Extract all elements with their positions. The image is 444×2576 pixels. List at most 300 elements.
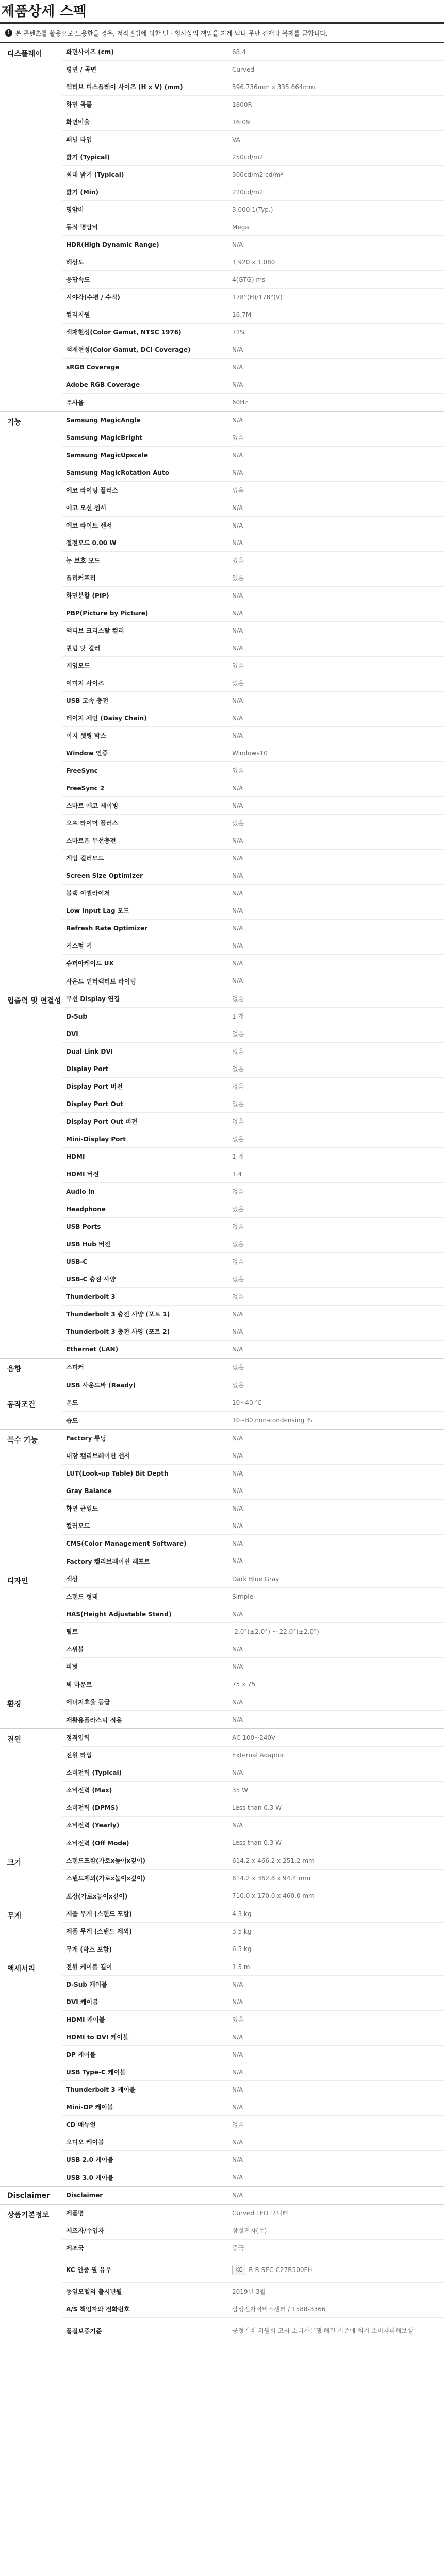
spec-row — [62, 2046, 444, 2063]
spec-rows — [62, 1570, 444, 1693]
spec-label: 최대 밝기 (Typical) — [66, 171, 124, 178]
spec-value-text: N/A — [232, 2138, 243, 2146]
spec-value-text: 710.0 x 170.0 x 460.0 mm — [232, 1892, 315, 1900]
spec-value-text: 있음 — [232, 767, 244, 774]
spec-value-text: N/A — [232, 907, 243, 914]
spec-value-text: N/A — [232, 1452, 243, 1460]
spec-value-text: 596.736mm x 335.664mm — [232, 83, 315, 91]
spec-value-text: 1.4 — [232, 1170, 242, 1178]
spec-row — [62, 1148, 444, 1165]
spec-rows — [62, 990, 444, 1358]
spec-label: USB 사운드바 (Ready) — [66, 1381, 136, 1389]
spec-label: 스피커 — [66, 1364, 84, 1371]
spec-label: 명암비 — [66, 206, 84, 213]
spec-label: 제품명 — [66, 2210, 84, 2217]
section-title: 동작조건 — [7, 1401, 36, 1409]
spec-row — [62, 1235, 444, 1253]
spec-label: Samsung MagicAngle — [66, 416, 141, 424]
spec-row — [62, 1130, 444, 1148]
spec-section — [0, 1958, 444, 2187]
spec-value-text: N/A — [232, 363, 243, 371]
spec-value-text: N/A — [232, 889, 243, 897]
spec-value-text: N/A — [232, 521, 243, 529]
spec-value-text: N/A — [232, 644, 243, 652]
spec-value — [232, 2069, 444, 2076]
spec-label: HAS(Height Adjustable Stand) — [66, 1610, 172, 1618]
spec-row — [62, 2028, 444, 2046]
spec-row — [62, 482, 444, 499]
spec-value-text: Less than 0.3 W — [232, 1804, 282, 1811]
spec-row — [62, 113, 444, 131]
spec-value — [232, 1945, 444, 1953]
spec-row — [62, 1060, 444, 1078]
spec-rows — [62, 1729, 444, 1852]
spec-row — [62, 359, 444, 376]
spec-label: Refresh Rate Optimizer — [66, 924, 148, 932]
spec-row — [62, 2240, 444, 2257]
spec-row — [62, 762, 444, 779]
spec-value-text: N/A — [232, 1716, 243, 1723]
spec-section — [0, 990, 444, 1359]
spec-value-text: N/A — [232, 732, 243, 739]
section-title: 액세서리 — [7, 1965, 36, 1973]
spec-row — [62, 1465, 444, 1482]
spec-label: HDMI 케이블 — [66, 2016, 105, 2023]
spec-label: 커스텀 키 — [66, 942, 92, 950]
spec-label: HDMI to DVI 케이블 — [66, 2033, 129, 2041]
spec-label: FreeSync 2 — [66, 784, 105, 792]
spec-value — [232, 1928, 444, 1935]
spec-value-text: 2019년 3월 — [232, 2288, 266, 2295]
spec-label: 해상도 — [66, 259, 84, 266]
spec-value-text: 614.2 x 466.2 x 251.2 mm — [232, 1857, 315, 1865]
section-title: 디스플레이 — [7, 50, 42, 58]
spec-label: 이지 셋팅 박스 — [66, 732, 106, 739]
spec-value — [232, 66, 444, 73]
spec-label: 밝기 (Min) — [66, 189, 98, 196]
spec-value-text: 60Hz — [232, 399, 248, 406]
copyright-notice — [0, 24, 444, 42]
section-title: 무게 — [7, 1912, 22, 1920]
spec-value — [232, 1716, 444, 1723]
spec-value — [232, 2104, 444, 2111]
spec-value — [232, 1012, 444, 1021]
spec-label: 화면 균일도 — [66, 1505, 98, 1512]
spec-value — [232, 2174, 444, 2181]
spec-label: 컬러지원 — [66, 311, 90, 318]
spec-value — [232, 189, 444, 196]
spec-label: 오프 타이머 플러스 — [66, 820, 119, 827]
spec-section — [0, 1905, 444, 1958]
spec-label: CMS(Color Management Software) — [66, 1539, 187, 1547]
spec-value — [232, 1646, 444, 1653]
spec-row — [62, 1693, 444, 1711]
spec-value-text: 1800R — [232, 100, 252, 108]
spec-value — [232, 294, 444, 301]
spec-value — [232, 573, 444, 582]
spec-label: 제품 무게 (스탠드 제외) — [66, 1928, 132, 1935]
spec-value — [232, 1452, 444, 1460]
spec-value-text: N/A — [232, 1557, 243, 1565]
spec-value — [232, 907, 444, 914]
spec-rows — [62, 1359, 444, 1394]
spec-value — [232, 2304, 444, 2313]
spec-label: Mini-DP 케이블 — [66, 2104, 113, 2111]
spec-value-text: 없음 — [232, 1258, 244, 1265]
spec-row — [62, 1306, 444, 1323]
spec-value-text: N/A — [232, 2068, 243, 2076]
spec-value — [232, 224, 444, 231]
spec-section — [0, 2187, 444, 2205]
spec-label: 화면 곡률 — [66, 101, 92, 108]
spec-row — [62, 902, 444, 920]
spec-value — [232, 1892, 444, 1900]
spec-label: Disclaimer — [66, 2192, 103, 2199]
spec-label: Samsung MagicRotation Auto — [66, 469, 170, 477]
spec-value — [232, 2139, 444, 2146]
spec-label: 정격입력 — [66, 1734, 90, 1741]
spec-label: 습도 — [66, 1417, 78, 1425]
spec-value — [232, 1769, 444, 1776]
spec-value-text: 없음 — [232, 1065, 244, 1073]
spec-label: Factory 튜닝 — [66, 1435, 106, 1442]
spec-value — [232, 750, 444, 757]
spec-value-text: 16:09 — [232, 118, 250, 126]
spec-value-text: N/A — [232, 346, 243, 353]
spec-value-text: 4.3 kg — [232, 1910, 252, 1918]
spec-value — [232, 1257, 444, 1266]
section-title: 디자인 — [7, 1577, 28, 1585]
spec-label: PBP(Picture by Picture) — [66, 609, 149, 617]
spec-row — [62, 1078, 444, 1095]
spec-value-text: 없음 — [232, 1030, 244, 1038]
spec-value — [232, 994, 444, 1003]
spec-value-text: 없음 — [232, 1118, 244, 1125]
spec-value-text: 없음 — [232, 1381, 244, 1389]
spec-value — [232, 1417, 444, 1424]
spec-label: 사운드 인터랙티브 라이팅 — [66, 977, 136, 985]
spec-row — [62, 1675, 444, 1693]
spec-row — [62, 2151, 444, 2168]
spec-label: 색재현성(Color Gamut, NTSC 1976) — [66, 329, 182, 336]
spec-row — [62, 1605, 444, 1623]
spec-row — [62, 289, 444, 306]
spec-label: 소비전력 (DPMS) — [66, 1804, 118, 1811]
spec-label: FreeSync — [66, 767, 98, 774]
spec-label: 슈퍼아케이드 UX — [66, 960, 114, 967]
spec-value-text: 68.4 — [232, 48, 246, 56]
spec-value — [232, 1857, 444, 1865]
spec-label: 재활용플라스틱 적용 — [66, 1716, 122, 1724]
spec-value — [232, 1171, 444, 1178]
spec-value — [232, 469, 444, 477]
spec-value-text: 300cd/m2 cd/m² — [232, 171, 284, 178]
spec-value — [232, 1734, 444, 1741]
spec-value-text: 삼성전자(주) — [232, 2227, 267, 2234]
spec-label: A/S 책임자와 전화번호 — [66, 2306, 130, 2313]
spec-value-text: N/A — [232, 504, 243, 512]
spec-label: 무게 (박스 포함) — [66, 1945, 112, 1953]
spec-row — [62, 499, 444, 517]
spec-label: Ethernet (LAN) — [66, 1346, 119, 1353]
spec-row — [62, 1870, 444, 1887]
spec-row — [62, 1958, 444, 1976]
spec-label: Screen Size Optimizer — [66, 872, 143, 879]
spec-value — [232, 1292, 444, 1301]
spec-section — [0, 1693, 444, 1729]
spec-row — [62, 1095, 444, 1113]
spec-value — [232, 1470, 444, 1477]
spec-value-text: 178°(H)/178°(V) — [232, 293, 283, 301]
spec-label: sRGB Coverage — [66, 363, 120, 371]
spec-section — [0, 1729, 444, 1852]
spec-label: Thunderbolt 3 케이블 — [66, 2086, 136, 2093]
spec-value — [232, 1557, 444, 1565]
spec-label: 스탠드포함(가로x높이x깊이) — [66, 1857, 145, 1865]
spec-row — [62, 78, 444, 96]
spec-value — [232, 1363, 444, 1371]
spec-label: 전원 타입 — [66, 1752, 92, 1759]
spec-label: Factory 캘리브레이션 레포트 — [66, 1557, 151, 1565]
section-title: 전원 — [7, 1736, 22, 1744]
spec-value-text: 있음 — [232, 680, 244, 687]
spec-value — [232, 2086, 444, 2093]
spec-section — [0, 1570, 444, 1693]
spec-value-text: N/A — [232, 591, 243, 599]
spec-row — [62, 657, 444, 674]
spec-row — [62, 1623, 444, 1640]
spec-value — [232, 766, 444, 775]
spec-value — [232, 715, 444, 722]
spec-row — [62, 534, 444, 552]
spec-value-text: N/A — [232, 451, 243, 459]
spec-value — [232, 1804, 444, 1811]
spec-value — [232, 925, 444, 932]
spec-value — [232, 1346, 444, 1353]
spec-row — [62, 2205, 444, 2222]
spec-label: Samsung MagicUpscale — [66, 451, 149, 459]
spec-value-text: Less than 0.3 W — [232, 1839, 282, 1846]
spec-row — [62, 920, 444, 937]
spec-label: 주사율 — [66, 399, 84, 406]
spec-value — [232, 2226, 444, 2235]
spec-row — [62, 148, 444, 166]
spec-value — [232, 1752, 444, 1759]
spec-value — [232, 2265, 444, 2275]
spec-label: D-Sub — [66, 1012, 87, 1020]
spec-row — [62, 1817, 444, 1834]
spec-rows — [62, 2205, 444, 2344]
spec-label: 소비전력 (Off Mode) — [66, 1839, 129, 1847]
spec-label: Window 인증 — [66, 750, 108, 757]
spec-value-text: 1 개 — [232, 1153, 244, 1160]
spec-value-text: N/A — [232, 1310, 243, 1318]
spec-label: USB-C — [66, 1258, 88, 1265]
spec-value — [232, 539, 444, 547]
spec-label: 온도 — [66, 1399, 78, 1406]
spec-value — [232, 1981, 444, 1988]
spec-value — [232, 1399, 444, 1406]
spec-row — [62, 1412, 444, 1429]
spec-row — [62, 131, 444, 148]
spec-value — [232, 433, 444, 442]
spec-row — [62, 1447, 444, 1465]
spec-row — [62, 604, 444, 622]
spec-value — [232, 1205, 444, 1213]
info-icon: ! — [5, 29, 12, 37]
spec-value — [232, 2033, 444, 2041]
spec-label: Samsung MagicBright — [66, 434, 143, 442]
spec-section — [0, 412, 444, 990]
spec-value-text: VA — [232, 135, 240, 143]
spec-label: 색상 — [66, 1575, 78, 1583]
spec-value — [232, 1505, 444, 1512]
spec-label: 절전모드 0.00 W — [66, 539, 117, 547]
spec-label: 눈 보호 모드 — [66, 557, 101, 564]
spec-value-text: 10~80,non-condensing % — [232, 1417, 313, 1424]
spec-value — [232, 1134, 444, 1143]
spec-value-text: 없음 — [232, 1048, 244, 1055]
spec-label: 무선 Display 연결 — [66, 995, 120, 1003]
spec-row — [62, 1747, 444, 1764]
spec-row — [62, 1043, 444, 1060]
spec-value — [232, 556, 444, 565]
spec-value — [232, 1311, 444, 1318]
spec-value — [232, 1910, 444, 1918]
spec-label: 스마트 에코 세이빙 — [66, 802, 119, 809]
spec-value — [232, 2244, 444, 2252]
spec-value — [232, 1998, 444, 2006]
spec-label: 플리커프리 — [66, 574, 96, 582]
spec-row — [62, 253, 444, 271]
spec-value — [232, 154, 444, 161]
spec-label: 품질보증기준 — [66, 2327, 102, 2335]
spec-label: 액티브 크리스탈 컬러 — [66, 627, 124, 634]
spec-row — [62, 1588, 444, 1605]
spec-value — [232, 1681, 444, 1688]
spec-row — [62, 1113, 444, 1130]
spec-value-text: N/A — [232, 2174, 243, 2181]
spec-label: 에코 라이팅 플러스 — [66, 487, 119, 494]
spec-value-text: N/A — [232, 2033, 243, 2041]
spec-row — [62, 1270, 444, 1288]
spec-value — [232, 661, 444, 670]
spec-value-text: N/A — [232, 2156, 243, 2163]
spec-value — [232, 1222, 444, 1231]
spec-value-text: N/A — [232, 697, 243, 704]
spec-label: 소비전력 (Typical) — [66, 1769, 122, 1776]
spec-label: 오디오 케이블 — [66, 2139, 104, 2146]
spec-label: 에코 모션 센서 — [66, 504, 106, 512]
spec-row — [62, 832, 444, 850]
spec-label: Display Port — [66, 1065, 109, 1073]
spec-value-text: 없음 — [232, 1293, 244, 1300]
spec-value — [232, 1522, 444, 1530]
spec-value — [232, 1187, 444, 1196]
spec-row — [62, 1552, 444, 1570]
spec-value — [232, 960, 444, 967]
spec-rows — [62, 1430, 444, 1570]
spec-value-text: Dark Blue Gray — [232, 1575, 279, 1583]
spec-row — [62, 639, 444, 657]
spec-label: 제품 무게 (스탠드 포함) — [66, 1910, 132, 1918]
spec-value — [232, 1117, 444, 1126]
spec-label: 밝기 (Typical) — [66, 154, 110, 161]
spec-row — [62, 324, 444, 341]
spec-row — [62, 990, 444, 1008]
spec-row — [62, 2257, 444, 2283]
spec-label: USB Ports — [66, 1223, 101, 1230]
spec-value — [232, 276, 444, 283]
spec-label: 응답속도 — [66, 276, 90, 283]
section-title: 크기 — [7, 1859, 22, 1867]
spec-rows — [62, 2187, 444, 2204]
spec-value-text: 있음 — [232, 820, 244, 827]
spec-row — [62, 867, 444, 885]
spec-row — [62, 955, 444, 972]
spec-value-text: N/A — [232, 802, 243, 809]
spec-row — [62, 692, 444, 709]
spec-value-text: -2.0°(±2.0°) ~ 22.0°(±2.0°) — [232, 1628, 319, 1635]
spec-row — [62, 1008, 444, 1025]
spec-value-text: 없음 — [232, 1223, 244, 1230]
spec-section — [0, 43, 444, 412]
spec-label: 동적 명암비 — [66, 224, 98, 231]
spec-value — [232, 1152, 444, 1161]
spec-value-text: 1.5 m — [232, 1963, 250, 1971]
spec-row — [62, 885, 444, 902]
spec-label: 평면 / 곡면 — [66, 66, 97, 73]
spec-value-text: N/A — [232, 1610, 243, 1618]
spec-value — [232, 399, 444, 406]
section-title: 특수 기능 — [7, 1436, 38, 1445]
spec-row — [62, 937, 444, 955]
spec-value-text: N/A — [232, 977, 243, 985]
spec-value — [232, 837, 444, 844]
spec-row — [62, 709, 444, 727]
spec-label: Display Port Out — [66, 1100, 123, 1108]
spec-value-text: N/A — [232, 942, 243, 950]
spec-row — [62, 779, 444, 797]
section-title: 환경 — [7, 1700, 22, 1708]
spec-value-text: 75 x 75 — [232, 1681, 256, 1688]
spec-rows — [62, 1958, 444, 2186]
spec-value — [232, 1575, 444, 1583]
spec-value — [232, 504, 444, 512]
spec-value — [232, 1875, 444, 1882]
spec-value-text: N/A — [232, 854, 243, 862]
spec-row — [62, 569, 444, 587]
spec-row — [62, 1376, 444, 1394]
section-title: 음향 — [7, 1365, 22, 1374]
spec-value-text: N/A — [232, 626, 243, 634]
spec-value — [232, 48, 444, 56]
spec-value-text: 있음 — [232, 662, 244, 669]
spec-value-text: N/A — [232, 2103, 243, 2111]
spec-value-text: N/A — [232, 1698, 243, 1706]
spec-label: 화면비율 — [66, 118, 90, 126]
spec-value — [232, 1275, 444, 1283]
spec-value — [232, 452, 444, 459]
spec-section — [0, 1430, 444, 1570]
spec-value — [232, 1082, 444, 1091]
spec-label: Gray Balance — [66, 1487, 112, 1495]
spec-row — [62, 1640, 444, 1658]
spec-value — [232, 1381, 444, 1389]
spec-value-text: 없음 — [232, 2121, 244, 2128]
spec-value-text: 없음 — [232, 1276, 244, 1283]
spec-label: Display Port 버전 — [66, 1083, 123, 1090]
